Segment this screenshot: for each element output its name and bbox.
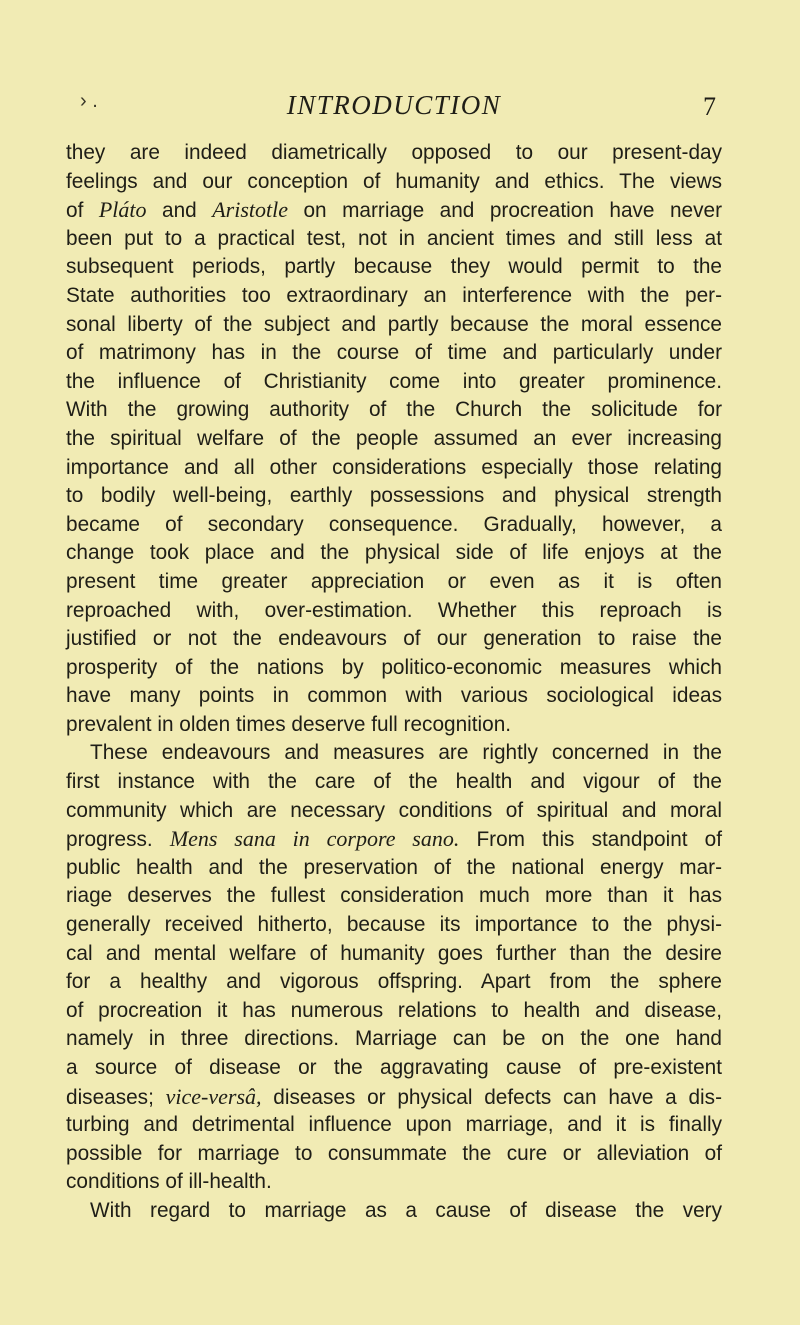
text-run: for a healthy and vigorous offspring. Apart from the sphere bbox=[66, 970, 722, 994]
text-line bbox=[66, 797, 722, 826]
text-run: With the growing authority of the Church the solicitude for bbox=[66, 398, 722, 422]
body-text bbox=[66, 139, 722, 1226]
text-run: prevalent in olden times deserve full recognition. bbox=[66, 712, 512, 736]
text-line bbox=[66, 1140, 722, 1169]
text-run: generally received hitherto, because its importance to the physi- bbox=[66, 913, 722, 937]
text-run: public health and the preservation of the national energy mar- bbox=[66, 855, 722, 879]
text-line bbox=[66, 1168, 722, 1197]
text-line bbox=[66, 454, 722, 483]
text-line bbox=[66, 568, 722, 597]
text-run: justified or not the endeavours of our generation to raise the bbox=[66, 627, 722, 651]
text-line bbox=[66, 225, 722, 254]
text-line bbox=[66, 482, 722, 511]
text-run: of matrimony has in the course of time and particularly under bbox=[66, 341, 722, 365]
paragraph-first-line bbox=[66, 1197, 722, 1226]
text-run: State authorities too extraordinary an interference with the per- bbox=[66, 283, 722, 307]
text-line bbox=[66, 511, 722, 540]
text-line bbox=[66, 997, 722, 1026]
text-line bbox=[66, 311, 722, 340]
text-line bbox=[66, 425, 722, 454]
text-run: diseases or physical defects can have a dis- bbox=[261, 1085, 722, 1109]
text-line bbox=[66, 368, 722, 397]
text-run: sonal liberty of the subject and partly because the moral essence bbox=[66, 312, 722, 336]
text-run: prosperity of the nations by politico-economic measures which bbox=[66, 655, 722, 679]
text-line bbox=[66, 968, 722, 997]
text-run: a source of disease or the aggravating cause of pre-existent bbox=[66, 1056, 722, 1079]
text-run: diseases; bbox=[66, 1085, 166, 1109]
text-run: subsequent periods, partly because they would permit to the bbox=[66, 255, 722, 279]
text-run: have many points in common with various sociological ideas bbox=[66, 684, 722, 708]
text-line bbox=[66, 940, 722, 969]
text-run: conditions of ill-health. bbox=[66, 1170, 272, 1194]
text-run: to bodily well-being, earthly possessions and physical strength bbox=[66, 484, 722, 508]
text-line bbox=[66, 825, 722, 854]
text-line bbox=[66, 539, 722, 568]
text-line bbox=[66, 1111, 722, 1140]
text-line bbox=[66, 625, 722, 654]
text-run: turbing and detrimental influence upon marriage, and it is finally bbox=[66, 1113, 722, 1137]
text-run: progress. bbox=[66, 828, 170, 852]
text-run: they are indeed diametrically opposed to our present-day bbox=[66, 141, 722, 164]
running-title: INTRODUCTION bbox=[286, 90, 502, 120]
text-line bbox=[66, 1025, 722, 1054]
page-header bbox=[66, 90, 722, 130]
text-run: These endeavours and measures are rightly concerned in the bbox=[90, 741, 722, 765]
text-run: From this standpoint of bbox=[459, 828, 722, 852]
text-line bbox=[66, 654, 722, 683]
text-line bbox=[66, 139, 722, 168]
italic-text: Aristotle bbox=[212, 197, 288, 223]
text-run: became of secondary consequence. Gradually, however, a bbox=[66, 512, 722, 536]
text-line bbox=[66, 253, 722, 282]
text-line bbox=[66, 711, 722, 740]
text-run: of bbox=[66, 199, 99, 223]
text-line bbox=[66, 597, 722, 626]
text-run: community which are necessary conditions of spiritual and moral bbox=[66, 798, 722, 822]
text-line bbox=[66, 168, 722, 197]
italic-text: vice-versâ, bbox=[165, 1083, 262, 1109]
text-line bbox=[66, 911, 722, 940]
text-run: possible for marriage to consummate the cure or alleviation of bbox=[66, 1141, 722, 1165]
text-run: reproached with, over-estimation. Whether this reproach is bbox=[66, 598, 722, 622]
text-run: importance and all other considerations especially those relating bbox=[66, 455, 722, 479]
text-line bbox=[66, 882, 722, 911]
italic-text: Pláto bbox=[98, 197, 147, 223]
text-run: cal and mental welfare of humanity goes further than the desire bbox=[66, 941, 722, 965]
text-run: present time greater appreciation or even as it is often bbox=[66, 569, 722, 593]
text-run: change took place and the physical side of life enjoys at the bbox=[66, 541, 722, 565]
text-line bbox=[66, 196, 722, 225]
text-run: the influence of Christianity come into greater prominence. bbox=[66, 369, 722, 393]
text-line bbox=[66, 854, 722, 883]
stray-print-mark: › . bbox=[80, 90, 98, 112]
text-line bbox=[66, 1083, 722, 1112]
text-run: on marriage and procreation have never bbox=[287, 199, 722, 223]
text-run: riage deserves the fullest consideration much more than it has bbox=[66, 884, 722, 908]
text-run: first instance with the care of the health and vigour of the bbox=[66, 770, 722, 794]
text-run: namely in three directions. Marriage can be on the one hand bbox=[66, 1027, 722, 1051]
text-run: and bbox=[146, 199, 213, 223]
text-run: been put to a practical test, not in ancient times and still less at bbox=[66, 226, 722, 250]
text-run: of procreation it has numerous relations to health and disease, bbox=[66, 998, 722, 1022]
text-line bbox=[66, 682, 722, 711]
italic-text: Mens sana in corpore sano. bbox=[169, 826, 460, 852]
text-run: feelings and our conception of humanity and ethics. The views bbox=[66, 169, 722, 193]
text-line bbox=[66, 768, 722, 797]
page-number: 7 bbox=[703, 92, 716, 121]
text-line bbox=[66, 339, 722, 368]
text-line bbox=[66, 1054, 722, 1083]
text-line bbox=[66, 282, 722, 311]
text-run: With regard to marriage as a cause of disease the very bbox=[90, 1198, 722, 1222]
paragraph-first-line bbox=[66, 739, 722, 768]
text-run: the spiritual welfare of the people assumed an ever increasing bbox=[66, 426, 722, 450]
text-line bbox=[66, 396, 722, 425]
